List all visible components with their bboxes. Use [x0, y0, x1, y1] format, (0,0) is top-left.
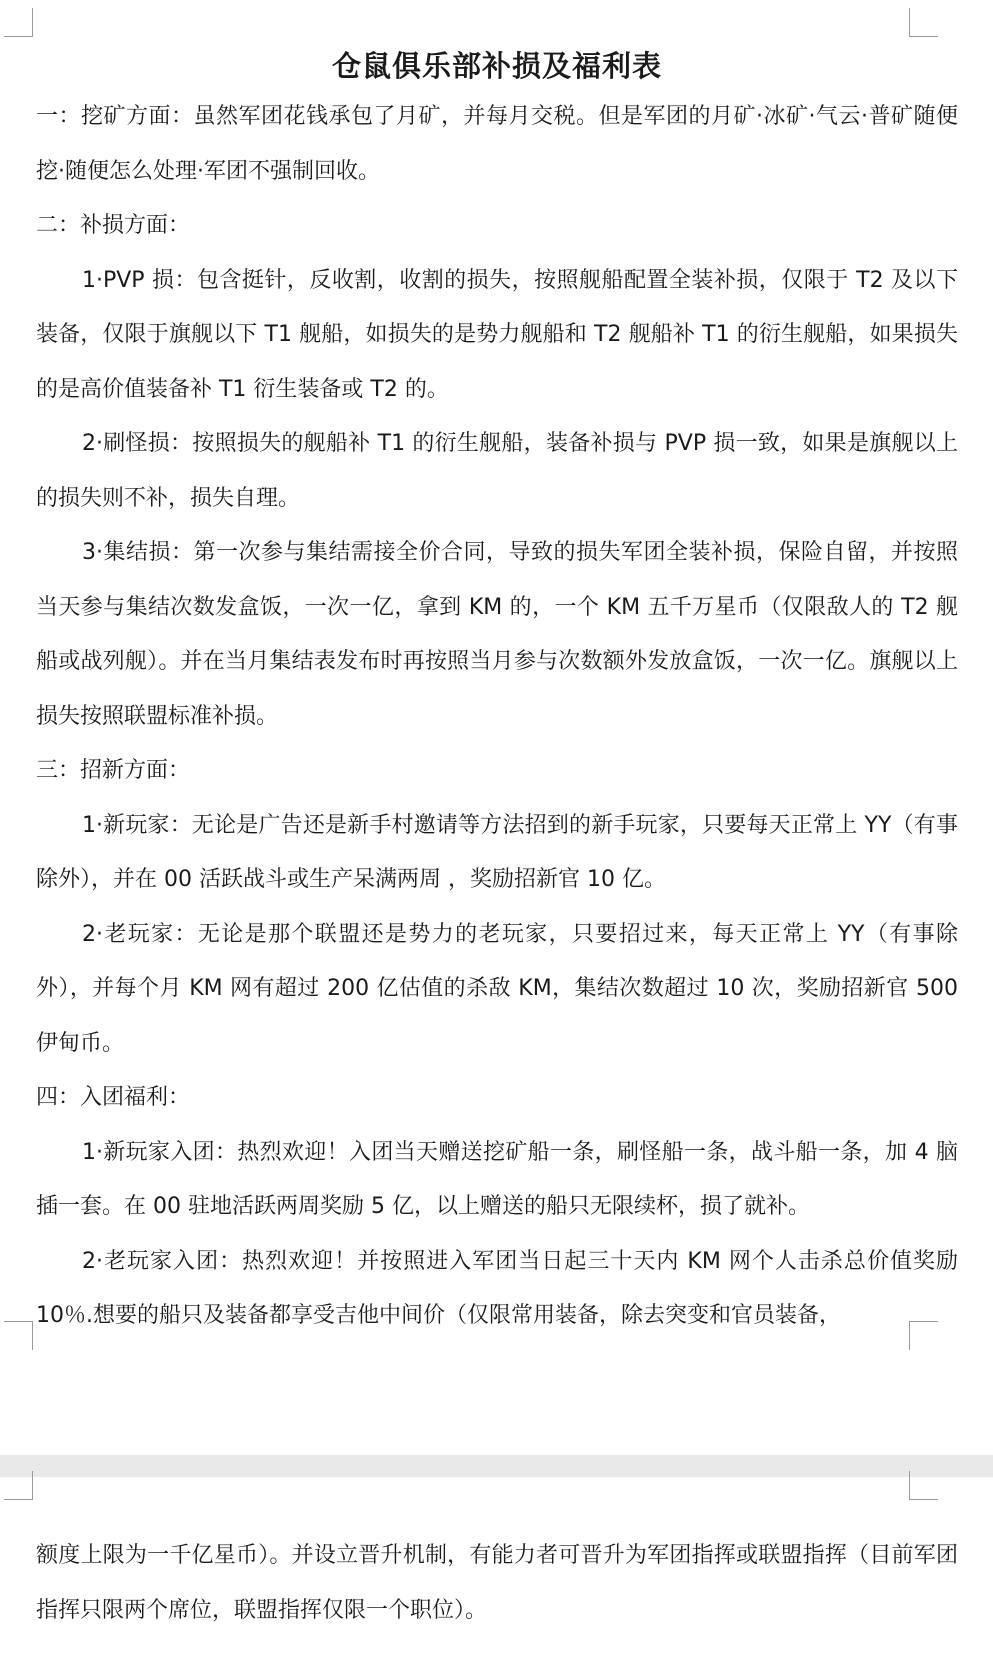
list-item-paragraph: 1·新玩家：无论是广告还是新手村邀请等方法招到的新手玩家，只要每天正常上 YY（有事除外），并在 00 活跃战斗或生产呆满两周 ，奖励招新官 10 亿。 [36, 812, 958, 892]
list-item-paragraph: 2·老玩家入团：热烈欢迎！并按照进入军团当日起三十天内 KM 网个人击杀总价值奖励 10％.想要的船只及装备都享受吉他中间价（仅限常用装备，除去突变和官员装备， [36, 1248, 958, 1328]
document-body [36, 0, 958, 1344]
section-heading-paragraph: 额度上限为一千亿星币）。并设立晋升机制，有能力者可晋升为军团指挥或联盟指挥（目前军团指挥只限两个席位，联盟指挥仅限一个职位）。 [36, 1543, 958, 1623]
page-corner-mark [4, 8, 33, 37]
section-container [36, 90, 958, 1344]
list-item-paragraph: 1·新玩家入团：热烈欢迎！入团当天赠送挖矿船一条，刷怪船一条，战斗船一条，加 4 脑插一套。在 00 驻地活跃两周奖励 5 亿，以上赠送的船只无限续杯，损了就补。 [36, 1139, 958, 1219]
document-page-2 [0, 1477, 993, 1660]
section-heading-paragraph: 二：补损方面： [36, 213, 191, 238]
list-item-paragraph: 1·PVP 损：包含挺针，反收割，收割的损失，按照舰船配置全装补损，仅限于 T2 及以下装备，仅限于旗舰以下 T1 舰船，如损失的是势力舰船和 T2 舰船补 T1 的衍生舰船，如果损失的是高价值装备补 T1 衍生装备或 T2 的。 [36, 267, 958, 402]
list-item-paragraph: 3·集结损：第一次参与集结需接全价合同，导致的损失军团全装补损，保险自留，并按照当天参与集结次数发盒饭，一次一亿，拿到 KM 的，一个 KM 五千万星币（仅限敌人的 T2 舰船或战列舰）。并在当月集结表发布时再按照当月参与次数额外发放盒饭，一次一亿。旗舰以上损失按照联盟标准补损。 [36, 540, 958, 729]
list-item-paragraph: 2·老玩家：无论是那个联盟还是势力的老玩家，只要招过来，每天正常上 YY（有事除外），并每个月 KM 网有超过 200 亿估值的杀敌 KM，集结次数超过 10 次，奖励招新官 500 伊甸币。 [36, 921, 958, 1056]
document-body-continued [36, 1529, 958, 1638]
document-title: 仓鼠俱乐部补损及福利表 [331, 49, 662, 83]
section-heading-paragraph: 三：招新方面： [36, 758, 191, 783]
section-container [36, 1529, 958, 1638]
page-corner-mark [4, 1321, 33, 1350]
section-heading-paragraph: 四：入团福利： [36, 1085, 191, 1110]
page-corner-mark [4, 1471, 33, 1500]
page-corner-mark [909, 1471, 938, 1500]
list-item-paragraph: 2·刷怪损：按照损失的舰船补 T1 的衍生舰船，装备补损与 PVP 损一致，如果是旗舰以上的损失则不补，损失自理。 [36, 431, 958, 511]
section-heading-paragraph: 一：挖矿方面：虽然军团花钱承包了月矿，并每月交税。但是军团的月矿·冰矿·气云·普矿随便挖·随便怎么处理·军团不强制回收。 [36, 104, 958, 184]
page-break [0, 1455, 993, 1477]
